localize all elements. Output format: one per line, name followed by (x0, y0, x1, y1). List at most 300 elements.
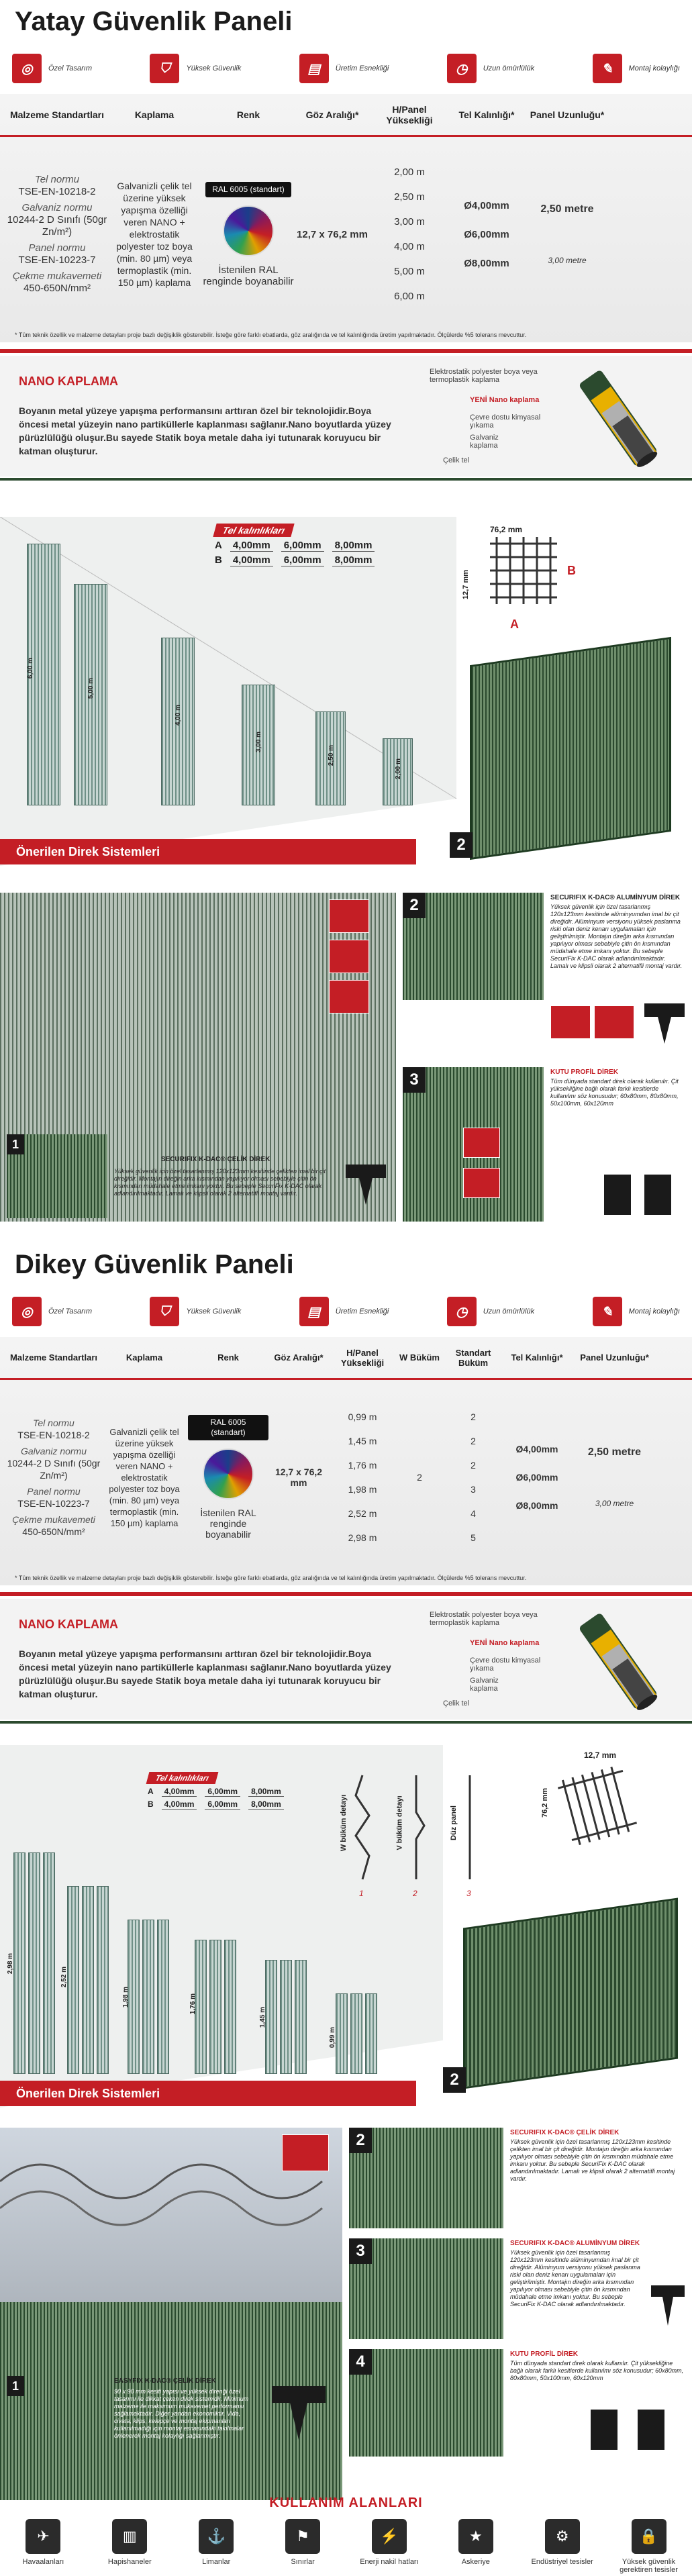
layer-label: Çelik tel (443, 1699, 470, 1707)
length-value: 2,50 metre (540, 203, 594, 215)
height-value: 1,98 m (348, 1484, 377, 1495)
header-cell: Renk (217, 1352, 239, 1363)
post1-text: 90 x 90 mm kesiti yapısı ve yüksek direnği özel tasarımı ile dikkat çeken direk sistemidir. Minimum malzeme ile maksimum mukavemet performansı sağlamaktadır. Diğer yandan ekonomiktir. Vida, civata, klips, kelepçe ve montaj ekipmanları kullanılmadığı için montaj esnasındaki takılmalar önlenerek montaj kolaylığı sağlanmıştır. (114, 2388, 249, 2439)
bend-detail-v (403, 1772, 430, 1886)
cable-layers-illustration (571, 368, 665, 468)
post3-photo (349, 2238, 503, 2339)
post3-text: Yüksek güvenlik için özel tasarlanmış 120x123mm kesitinde alüminyumdan imal bir çit direğidir. Alüminyum versiyonu yüksek paslanma riski olan deniz kenarı uygulamaları için geliştirilmiştir. Montajın direğin arka kısmından yapılıyor olması sebebiyle çitin ön kısmından müdahale etme imkanı yoktur. Bu sebeple SecuriFix K-DAC olarak adlandırılmaktadır. (510, 2249, 640, 2308)
feature-montaj (593, 54, 680, 83)
length-col (571, 1380, 658, 1575)
post-badge: 1 (7, 1134, 24, 1154)
thickness-value: 6,00mm (205, 1787, 240, 1797)
factory-icon: ▤ (299, 1297, 329, 1326)
detail-width: 76,2 mm (490, 525, 523, 534)
installed-panel (470, 637, 671, 860)
layer-label: Çelik tel (443, 456, 470, 464)
ral-badge: RAL 6005 (standart) (205, 182, 291, 197)
panel-height-label: 1,45 m (259, 2006, 267, 2028)
usage-title: KULLANIM ALANLARI (269, 2495, 423, 2510)
usage-item (9, 2519, 77, 2574)
height-value: 5,00 m (394, 266, 425, 277)
usage-label: Askeriye (461, 2558, 490, 2566)
shield-icon: ⛉ (150, 54, 179, 83)
box-profile-icon (638, 2410, 664, 2450)
bend-label: W büküm detayı (340, 1794, 348, 1852)
nano-text: Boyanın metal yüzeye yapışma performansını arttıran özel bir teknolojidir.Boya öncesi metal yüzeyin nano partiküllerle kaplanması sağlanır.Nano boyutlarda yüzey pürüzlülüğü oluşur.Bu sayede Statik boya metale daha iyi tutunarak koruyucu bir katman oluşturur. (19, 405, 391, 456)
divider (0, 478, 692, 481)
feature-label: Üretim Esnekliği (335, 64, 389, 72)
height-value: 2,00 m (394, 166, 425, 178)
power-icon: ⚡ (372, 2519, 407, 2554)
nano-text: Boyanın metal yüzeye yapışma performansını arttıran özel bir teknolojidir.Boya öncesi metal yüzeyin nano partiküllerle kaplanması sağlanır.Nano boyutlarda yüzey pürüzlülüğü oluşur.Bu sayede Statik boya metale daha iyi tutunarak koruyucu bir katman oluşturur. (19, 1648, 391, 1699)
height-value: 2,98 m (348, 1532, 377, 1543)
usage-label: Limanlar (202, 2558, 231, 2566)
thickness-row-b (148, 1799, 284, 1810)
bend-label: Düz panel (449, 1805, 458, 1840)
shield-icon: ⛉ (150, 1297, 179, 1326)
layer-label: Elektrostatik polyester boya veya termoplastik kaplama (430, 368, 538, 384)
standards-col (7, 137, 107, 332)
wire-value: Ø6,00mm (464, 228, 509, 240)
bend-label: V büküm detayı (395, 1795, 404, 1850)
height-value: 3,00 m (394, 216, 425, 228)
layer-label (470, 396, 539, 404)
feature-ozel-tasarim (12, 54, 92, 83)
height-value: 0,99 m (348, 1411, 377, 1422)
std-value: 450-650N/mm² (22, 1526, 85, 1537)
panel-height-label: 1,76 m (189, 1993, 197, 2015)
header-cell: H/Panel Yüksekliği (386, 103, 433, 126)
layer-label: Çevre dostu kimyasal yıkama (470, 1656, 541, 1673)
std-value: 10244-2 D Sınıfı (50gr Zn/m²) (7, 214, 107, 238)
prison-icon: ▥ (112, 2519, 147, 2554)
panel-height-label: 6,00 m (27, 657, 35, 679)
usage-item (356, 2519, 423, 2574)
feature-montaj (593, 1297, 680, 1326)
layer-label: Galvaniz kaplama (470, 434, 499, 450)
panel-176 (209, 1940, 221, 2074)
bend-num: 1 (359, 1889, 364, 1898)
wire-thickness-legend (215, 524, 375, 566)
usage-label: Enerji nakil hatları (360, 2558, 419, 2566)
height-value: 1,76 m (348, 1460, 377, 1471)
industry-icon: ⚙ (545, 2519, 580, 2554)
wire-value: Ø6,00mm (515, 1472, 558, 1483)
std-title: Çekme mukavemeti (12, 270, 102, 282)
thickness-title: Tel kalınlıkları (146, 1772, 219, 1784)
footnote: * Tüm teknik özellik ve malzeme detayları proje bazlı değişiklik gösterebilir. İsteğe göre farklı ebatlarda, göz aralığında ve tel kalınlığında üretim yapılmaktadır. Ölçülerde %5 tolerans mevcuttur. (15, 332, 527, 338)
standards-col (7, 1380, 101, 1575)
header-cell: Malzeme Standartları (9, 1352, 98, 1363)
header-cell: Göz Aralığı* (305, 109, 359, 120)
usage-row (0, 2519, 692, 2574)
panel-145 (265, 1960, 277, 2074)
panel-height-label: 5,00 m (87, 677, 95, 699)
height-value: 4,00 m (394, 241, 425, 252)
spec-body-row (0, 1380, 692, 1575)
plane-icon: ✈ (26, 2519, 60, 2554)
thickness-row-b (215, 554, 375, 566)
wrench-icon: ✎ (593, 54, 622, 83)
heights-col (369, 137, 450, 332)
panel-252 (82, 1886, 94, 2074)
post-thumb (594, 1005, 634, 1039)
post-title-brand: EASY (114, 2377, 133, 2385)
yatay-feature-bar (0, 48, 692, 89)
header-cell: Tel Kalınlığı* (511, 1352, 563, 1363)
divider (0, 1721, 692, 1724)
thickness-value: 6,00mm (281, 554, 324, 566)
wire-thickness-legend (148, 1772, 284, 1810)
post4-title: KUTU PROFİL DİREK (510, 2350, 578, 2358)
std-title: Tel normu (33, 1418, 75, 1428)
color-col (188, 1380, 268, 1575)
feature-yuksek-guvenlik (150, 1297, 241, 1326)
header-cell: Kaplama (134, 109, 175, 120)
feature-uretim-esnekligi (299, 1297, 389, 1326)
panel-height-label: 2,00 m (395, 758, 403, 780)
color-col (201, 137, 295, 332)
std-value: TSE-EN-10218-2 (18, 186, 96, 197)
panel-height-label: 1,98 m (122, 1986, 130, 2008)
usage-item (442, 2519, 509, 2574)
detail-height: 76,2 mm (541, 1787, 550, 1818)
nano-title: NANO KAPLAMA (19, 375, 118, 388)
dikey-feature-bar (0, 1291, 692, 1332)
panel-252 (97, 1886, 109, 2074)
feature-label: Montaj kolaylığı (628, 1307, 680, 1316)
dikey-posts-zone (0, 2128, 692, 2504)
post-thumb (329, 980, 369, 1013)
thickness-value: 4,00mm (230, 554, 273, 566)
feature-label: Özel Tasarım (48, 64, 93, 72)
usage-section (0, 2495, 692, 2575)
feature-uzun-omur (447, 1297, 534, 1326)
divider (0, 349, 692, 353)
vertical-mesh-detail (550, 1758, 644, 1852)
thickness-row-a (215, 540, 375, 552)
installed-panel (463, 1898, 678, 2089)
post2-text: Yüksek güvenlik için özel tasarlanmış 120x123mm kesitinde çelikten imal bir çit direğidir. Montajın direğin arka kısmından yapılıyor olması sebebiyle çitin ön kısmından müdahale etme imkanı yoktur. Bu sebeple SecuriFix K-DAC olarak adlandırılmaktadır. Lamalı ve klipsli olarak 2 alternatifli montaj vardır. (510, 2138, 675, 2182)
thickness-row-a (148, 1787, 284, 1797)
box-profile-icon (644, 1175, 671, 1215)
w-bukum-col (396, 1380, 443, 1575)
post-badge: 2 (403, 893, 426, 918)
post-badge: 4 (349, 2349, 372, 2375)
feature-uzun-omur (447, 54, 534, 83)
post-thumb (463, 1168, 500, 1198)
wire-value: Ø4,00mm (515, 1444, 558, 1454)
letter-a: A (510, 617, 519, 631)
ral-badge: RAL 6005 (standart) (188, 1415, 268, 1440)
panel-height-label: 2,50 m (328, 744, 336, 766)
panel-145 (280, 1960, 292, 2074)
header-cell: Göz Aralığı* (274, 1352, 324, 1363)
usage-label: Yüksek güvenlik gerektiren tesisler (620, 2558, 678, 2574)
ring-icon: ◎ (12, 1297, 42, 1326)
post-systems-band: Önerilen Direk Sistemleri (0, 2081, 416, 2106)
post-thumb (550, 1005, 591, 1039)
post2-title (550, 894, 680, 901)
post3-text: Tüm dünyada standart direk olarak kullanılır. Çit yüksekliğine bağlı olarak farklı kesitlerde kullanılmı söz konusudur; 60x80mm, 80x80mm, 50x100mm, 60x120mm (550, 1078, 679, 1107)
feature-label: Üretim Esnekliği (335, 1307, 389, 1316)
spec-header-row (0, 94, 692, 137)
post2-text: Yüksek güvenlik için özel tasarlanmış 120x123mm kesitinde alüminyumdan imal bir çit direğidir. Alüminyum versiyonu yüksek paslanma riski olan deniz kenarı uygulamaları için geliştirilmiştir. Montajın direğin arka kısmından yapılıyor olması sebebiyle çitin ön kısmından müdahale etme imkanı yoktur. Bu sebeple SecuriFix K-DAC olarak adlandırılmaktadır. Lamalı ve klipsli olarak 2 alternatifli montaj vardır. (550, 903, 683, 969)
panel-099 (365, 1993, 377, 2074)
dikey-spec-table (0, 1337, 692, 1585)
post-title-brand: SECURI (161, 1156, 187, 1163)
panel-145 (295, 1960, 307, 2074)
panel-badge: 2 (443, 2067, 466, 2093)
nano-title: NANO KAPLAMA (19, 1618, 118, 1631)
row-key: B (215, 554, 222, 566)
thickness-value: 4,00mm (162, 1799, 197, 1810)
layer-label: Çevre dostu kimyasal yıkama (470, 413, 541, 430)
post1-text: Yüksek güvenlik için özel tasarlanmış 120x123mm kesitinde çelikten imal bir çit direğidir. Montajın direğin arka kısmından yapılıyor olması sebebiyle çitin ön kısmından müdahale etme imkanı yoktur. Bu sebeple SecuriFix K-DAC olarak adlandırılmaktadır. Lamalı ve klipsli olarak 2 alternatifli montaj vardır. (114, 1168, 326, 1197)
yatay-panels-zone (0, 517, 692, 866)
bend-num: 2 (413, 1889, 417, 1898)
w-bukum-value: 2 (417, 1472, 422, 1483)
ral-swatch-icon (203, 1448, 254, 1499)
post-thumb (282, 2134, 329, 2171)
panel-height-label: 2,98 m (7, 1952, 15, 1975)
post3-title: KUTU PROFİL DİREK (550, 1069, 618, 1076)
post-profile-icon (641, 1000, 688, 1047)
wire-col (450, 137, 524, 332)
bukum-value: 2 (471, 1436, 476, 1446)
row-key: A (148, 1787, 154, 1796)
header-cell: Malzeme Standartları (9, 109, 105, 120)
std-title: Galvaniz normu (21, 202, 93, 213)
post-title-rest: FIX K-DAC® ÇELİK DİREK (132, 2377, 216, 2385)
std-title: Çekme mukavemeti (12, 1514, 95, 1525)
panel-099 (350, 1993, 362, 2074)
std-value: 450-650N/mm² (23, 283, 91, 294)
feature-ozel-tasarim (12, 1297, 92, 1326)
post-profile-icon (268, 2383, 329, 2443)
post1-title (114, 2377, 216, 2385)
thickness-value: 6,00mm (205, 1799, 240, 1810)
box-profile-icon (591, 2410, 617, 2450)
std-value: 10244-2 D Sınıfı (50gr Zn/m²) (7, 1458, 101, 1481)
panel-height-label: 3,00 m (255, 731, 263, 753)
mesh-col (295, 137, 369, 332)
spec-body-row (0, 137, 692, 332)
wrench-icon: ✎ (593, 1297, 622, 1326)
post-title-rest: FIX K-DAC® ALUMİNYUM DİREK (575, 894, 681, 901)
thickness-value: 8,00mm (332, 540, 375, 552)
feature-uretim-esnekligi (299, 54, 389, 83)
post3-title: SECURIFIX K-DAC® ALUMİNYUM DİREK (510, 2240, 640, 2247)
detail-height: 12,7 mm (462, 569, 471, 600)
layer-label: Elektrostatik polyester boya veya termoplastik kaplama (430, 1611, 538, 1627)
row-key: A (215, 540, 222, 551)
ral-swatch-icon (223, 205, 274, 256)
panel-height-label: 4,00 m (175, 704, 183, 726)
feature-label: Yüksek Güvenlik (186, 64, 242, 72)
feature-label: Yüksek Güvenlik (186, 1307, 242, 1316)
post-badge: 3 (349, 2238, 372, 2264)
coating-col (107, 137, 201, 332)
anchor-icon: ⚓ (199, 2519, 234, 2554)
usage-label: Endüstriyel tesisler (531, 2558, 593, 2566)
std-title: Panel normu (28, 242, 86, 254)
std-title: Panel normu (27, 1486, 81, 1497)
usage-label: Sınırlar (291, 2558, 315, 2566)
thickness-value: 6,00mm (281, 540, 324, 552)
cable-layers-illustration (571, 1611, 665, 1712)
header-cell: Renk (236, 109, 260, 120)
height-value: 2,52 m (348, 1508, 377, 1519)
dikey-panels-zone (0, 1745, 692, 2108)
usage-item (269, 2519, 336, 2574)
std-bukum-col (443, 1380, 503, 1575)
post-systems-band: Önerilen Direk Sistemleri (0, 839, 416, 864)
panel-height-label: 2,52 m (60, 1966, 68, 1988)
mesh-value: 12,7 x 76,2 mm (275, 1467, 323, 1488)
post1-title (161, 1156, 270, 1163)
box-profile-icon (604, 1175, 631, 1215)
yatay-title: Yatay Güvenlik Paneli (15, 7, 293, 36)
bukum-value: 5 (471, 1532, 476, 1543)
detail-width: 12,7 mm (584, 1750, 617, 1760)
post-badge: 2 (349, 2128, 372, 2153)
thickness-value: 4,00mm (230, 540, 273, 552)
clock-icon: ◷ (447, 1297, 477, 1326)
row-key: B (148, 1799, 154, 1809)
coating-text: Galvanizli çelik tel üzerine yüksek yapışma özelliği veren NANO + elektrostatik polyester toz boya (min. 80 µm) veya termoplastik (min. 150 µm) kaplama (109, 1426, 180, 1528)
lock-icon: 🔒 (632, 2519, 666, 2554)
header-cell: Kaplama (126, 1352, 163, 1363)
thickness-value: 4,00mm (162, 1787, 197, 1797)
std-value: TSE-EN-10223-7 (17, 1498, 90, 1509)
std-title: Tel normu (34, 174, 80, 185)
feature-label: Uzun ömürlülük (483, 1307, 535, 1316)
letter-b: B (567, 564, 576, 577)
usage-item (529, 2519, 596, 2574)
post2-photo (349, 2128, 503, 2228)
header-cell: Standart Büküm (455, 1347, 491, 1368)
military-icon: ★ (458, 2519, 493, 2554)
header-cell: Tel Kalınlığı* (458, 109, 515, 120)
post4-text: Tüm dünyada standart direk olarak kullanılır. Çit yüksekliğine bağlı olarak farklı kesitlerde kullanılmı söz konusudur; 60x80mm, 80x80mm, 50x100mm, 60x120mm (510, 2360, 684, 2381)
wire-value: Ø8,00mm (515, 1500, 558, 1511)
bukum-value: 4 (471, 1508, 476, 1519)
height-value: 2,50 m (394, 191, 425, 203)
color-note: İstenilen RAL renginde boyanabilir (203, 264, 294, 287)
std-value: TSE-EN-10223-7 (18, 254, 96, 266)
post-profile-icon (342, 1161, 389, 1208)
border-icon: ⚑ (285, 2519, 320, 2554)
heights-col (329, 1380, 396, 1575)
bend-detail-flat (456, 1772, 483, 1886)
length-alt: 3,00 metre (548, 256, 587, 265)
wire-value: Ø4,00mm (464, 199, 509, 211)
panel-298 (28, 1852, 40, 2074)
panel-298 (13, 1852, 26, 2074)
post2-title: SECURIFIX K-DAC® ÇELİK DİREK (510, 2129, 620, 2136)
dikey-title: Dikey Güvenlik Paneli (15, 1250, 294, 1279)
usage-item (183, 2519, 250, 2574)
nano-section (0, 356, 692, 477)
length-alt: 3,00 metre (595, 1499, 634, 1508)
panel-298 (43, 1852, 55, 2074)
post-thumb (329, 940, 369, 973)
divider (0, 1592, 692, 1596)
mesh-detail (470, 530, 571, 624)
yatay-posts-zone (0, 893, 692, 1228)
factory-icon: ▤ (299, 54, 329, 83)
wire-value: Ø8,00mm (464, 257, 509, 269)
bend-num: 3 (466, 1889, 471, 1898)
panel-198 (142, 1920, 154, 2074)
std-value: TSE-EN-10218-2 (17, 1430, 90, 1440)
std-title: Galvaniz normu (20, 1446, 87, 1456)
color-note: İstenilen RAL renginde boyanabilir (200, 1507, 256, 1540)
yatay-spec-table (0, 94, 692, 342)
thickness-value: 8,00mm (248, 1787, 284, 1797)
post-thumb (463, 1128, 500, 1158)
layer-label: Galvaniz kaplama (470, 1677, 499, 1693)
layer-new: YENİ Nano kaplama (470, 1639, 540, 1647)
clock-icon: ◷ (447, 54, 477, 83)
panel-099 (336, 1993, 348, 2074)
bukum-value: 2 (471, 1460, 476, 1471)
post-thumb (329, 899, 369, 933)
bukum-value: 2 (471, 1411, 476, 1422)
post-title-rest: FIX K-DAC® ÇELİK DİREK (186, 1156, 270, 1163)
bukum-value: 3 (471, 1484, 476, 1495)
post4-photo (349, 2349, 503, 2457)
wire-col (503, 1380, 571, 1575)
feature-label: Montaj kolaylığı (628, 64, 680, 72)
mesh-value: 12,7 x 76,2 mm (297, 228, 368, 240)
usage-label: Havaalanları (22, 2558, 64, 2566)
usage-label: Hapishaneler (107, 2558, 152, 2566)
post-badge: 3 (403, 1067, 426, 1093)
panel-252 (67, 1886, 79, 2074)
length-value: 2,50 metre (587, 1446, 642, 1458)
coating-col (101, 1380, 188, 1575)
ring-icon: ◎ (12, 54, 42, 83)
usage-item (96, 2519, 163, 2574)
post-profile-icon (648, 2282, 688, 2329)
header-cell: Panel Uzunluğu* (580, 1352, 649, 1363)
header-cell: H/Panel Yüksekliği (340, 1347, 385, 1368)
thickness-value: 8,00mm (248, 1799, 284, 1810)
panel-height-label: 0,99 m (329, 2026, 337, 2048)
post-title-brand: SECURI (550, 894, 576, 901)
thickness-value: 8,00mm (332, 554, 375, 566)
length-col (524, 137, 611, 332)
feature-label: Özel Tasarım (48, 1307, 93, 1316)
panel-176 (224, 1940, 236, 2074)
spec-header-row (0, 1337, 692, 1380)
feature-yuksek-guvenlik (150, 54, 241, 83)
layer-new: YENİ Nano kaplama (470, 396, 540, 404)
post-badge: 1 (7, 2376, 24, 2396)
bend-detail-w (349, 1772, 376, 1886)
footnote: * Tüm teknik özellik ve malzeme detayları proje bazlı değişiklik gösterebilir. İsteğe göre farklı ebatlarda, göz aralığında ve tel kalınlığında üretim yapılmaktadır. Ölçülerde %5 tolerans mevcuttur. (15, 1575, 527, 1581)
coating-text: Galvanizli çelik tel üzerine yüksek yapışma özelliği veren NANO + elektrostatik polyester toz boya (min. 80 µm) veya termoplastik (min. 150 µm) kaplama (116, 181, 193, 288)
mesh-col (268, 1380, 329, 1575)
layer-label (470, 1639, 539, 1647)
panel-badge: 2 (450, 832, 473, 858)
thickness-title: Tel kalınlıkları (213, 524, 294, 537)
nano-section (0, 1599, 692, 1720)
panel-198 (157, 1920, 169, 2074)
usage-item (615, 2519, 683, 2574)
